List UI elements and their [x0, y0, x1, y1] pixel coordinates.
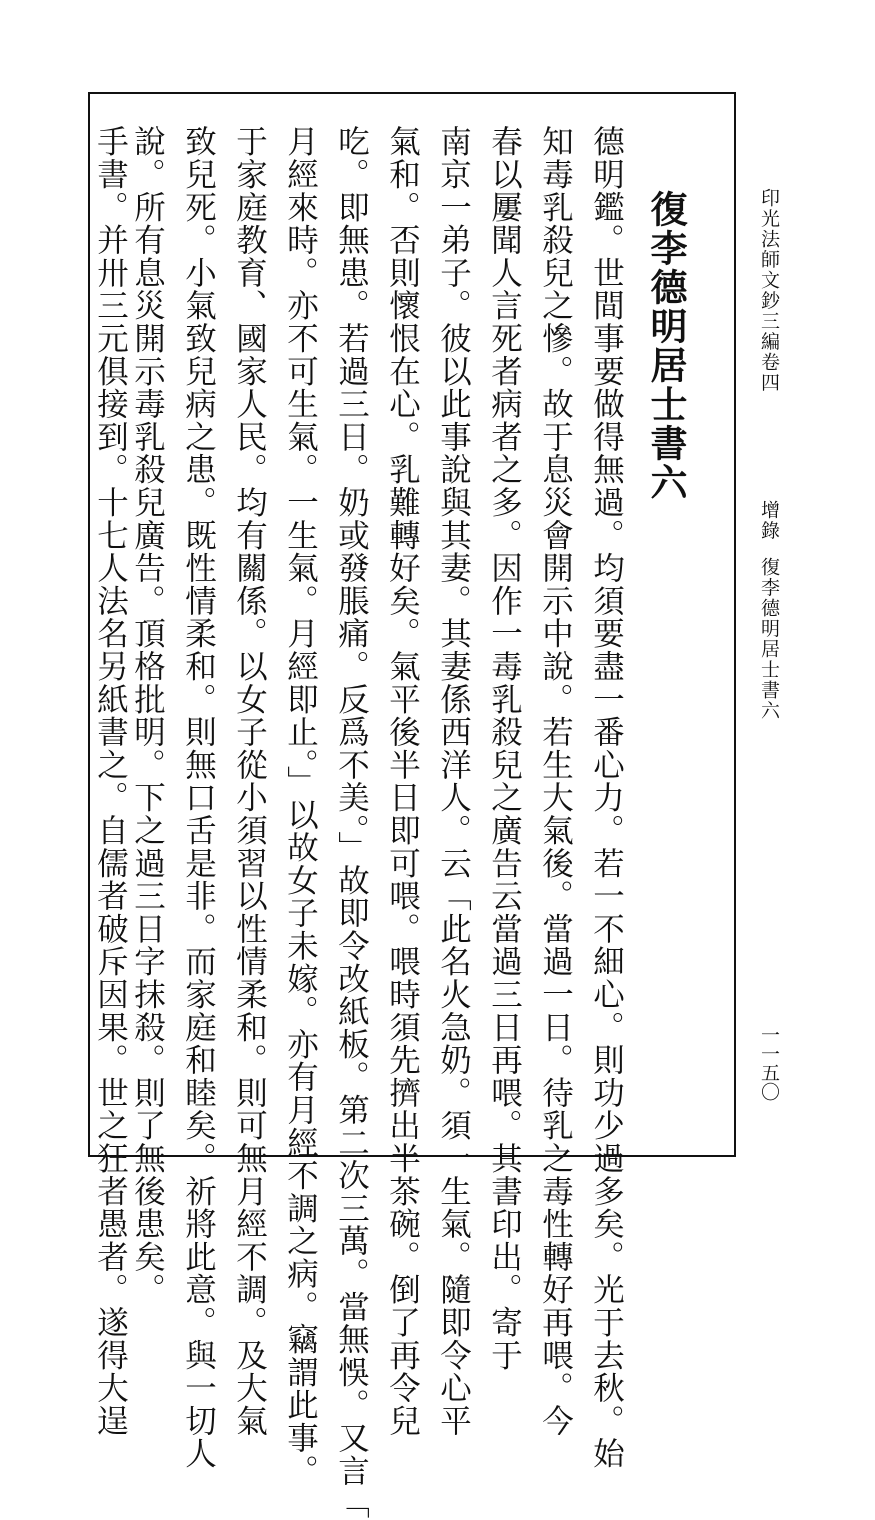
text-column-6: 吃。即無患。若過三日。奶或發脹痛。反爲不美。」故即令改紙板。第二次三萬。當無悞。又言「 — [333, 125, 370, 1520]
text-column-5: 氣和。否則懷恨在心。乳難轉好矣。氣平後半日即可喂。喂時須先擠出半茶碗。倒了再令兒 — [384, 125, 421, 1437]
page-number: 一一五〇 — [758, 1025, 780, 1101]
book-title-header: 印光法師文鈔三編卷四 — [758, 188, 780, 393]
text-column-3: 春以屢聞人言死者病者之多。因作一毒乳殺兒之廣告云當過三日再喂。其書印出。寄于 — [486, 125, 523, 1372]
section-label: 增錄 — [758, 500, 780, 541]
text-column-8: 于家庭教育、國家人民。均有關係。以女子從小須習以性情柔和。則可無月經不調。及大氣 — [231, 125, 268, 1437]
text-column-11: 手書。并卅三元俱接到。十七人法名另紙書之。自儒者破斥因果。世之狂者愚者。遂得大逞 — [92, 125, 129, 1437]
letter-title: 復李德明居士書六 — [644, 190, 688, 502]
text-column-7: 月經來時。亦不可生氣。一生氣。月經即止。」以故女子未嫁。亦有月經不調之病。竊謂此事。 — [282, 125, 319, 1487]
text-column-1: 德明鑑。世間事要做得無過。均須要盡一番心力。若一不細心。則功少過多矣。光于去秋。始 — [588, 125, 625, 1470]
text-column-4: 南京一弟子。彼以此事說與其妻。其妻係西洋人。云「此名火急奶。須一生氣。隨即令心平 — [435, 125, 472, 1437]
section-header — [759, 500, 778, 721]
text-column-9: 致兒死。小氣致兒病之患。既性情柔和。則無口舌是非。而家庭和睦矣。祈將此意。與一切人 — [180, 125, 217, 1470]
text-column-2: 知毒乳殺兒之慘。故于息災會開示中說。若生大氣後。當過一日。待乳之毒性轉好再喂。今 — [537, 125, 574, 1437]
chapter-label: 復李德明居士書六 — [758, 557, 780, 721]
text-column-10: 說。所有息災開示毒乳殺兒廣告。頂格批明。下之過三日字抹殺。則了無後患矣。 — [129, 125, 166, 1306]
